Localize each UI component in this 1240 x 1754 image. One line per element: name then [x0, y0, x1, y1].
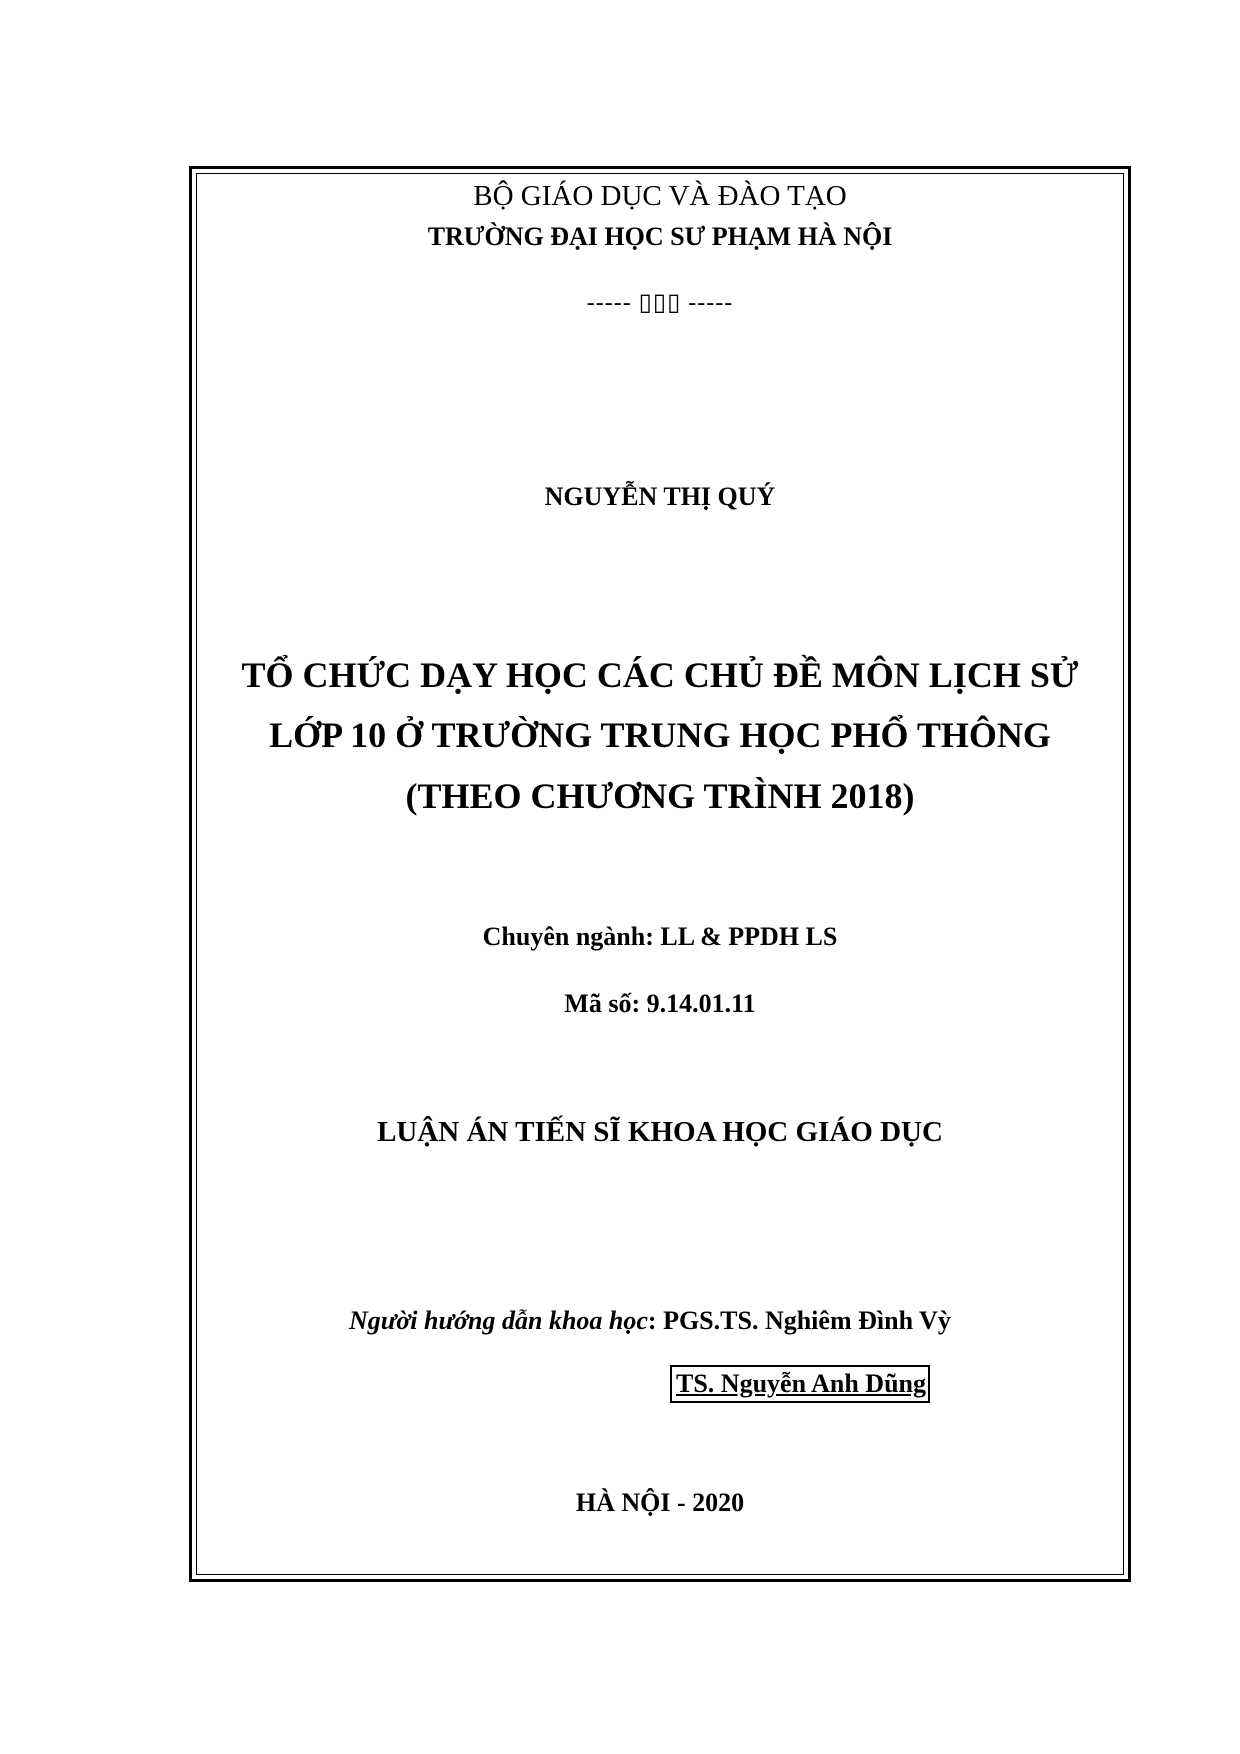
advisor-row	[349, 1306, 951, 1336]
advisor-primary: PGS.TS. Nghiêm Đình Vỳ	[663, 1306, 951, 1335]
header-ornament: ----- ▯▯▯ -----	[586, 290, 734, 316]
degree-type: LUẬN ÁN TIẾN SĨ KHOA HỌC GIÁO DỤC	[377, 1116, 943, 1148]
advisor-secondary: TS. Nguyễn Anh Dũng	[670, 1365, 930, 1403]
place-year: HÀ NỘI - 2020	[575, 1488, 745, 1517]
university-name: TRƯỜNG ĐẠI HỌC SƯ PHẠM HÀ NỘI	[427, 222, 893, 251]
author-name: NGUYỄN THỊ QUÝ	[544, 482, 776, 511]
advisor-label: Người hướng dẫn khoa học	[349, 1306, 648, 1335]
thesis-title-line-2: LỚP 10 Ở TRƯỜNG TRUNG HỌC PHỔ THÔNG	[269, 715, 1051, 755]
major-field: Chuyên ngành: LL & PPDH LS	[482, 922, 838, 951]
ministry-name: BỘ GIÁO DỤC VÀ ĐÀO TẠO	[473, 180, 847, 212]
thesis-title-line-3: (THEO CHƯƠNG TRÌNH 2018)	[405, 776, 915, 816]
thesis-title-line-1: TỔ CHỨC DẠY HỌC CÁC CHỦ ĐỀ MÔN LỊCH SỬ	[241, 655, 1079, 695]
advisor-colon: :	[647, 1306, 657, 1335]
page-border-inner	[196, 173, 1124, 1575]
major-code: Mã số: 9.14.01.11	[564, 989, 756, 1018]
